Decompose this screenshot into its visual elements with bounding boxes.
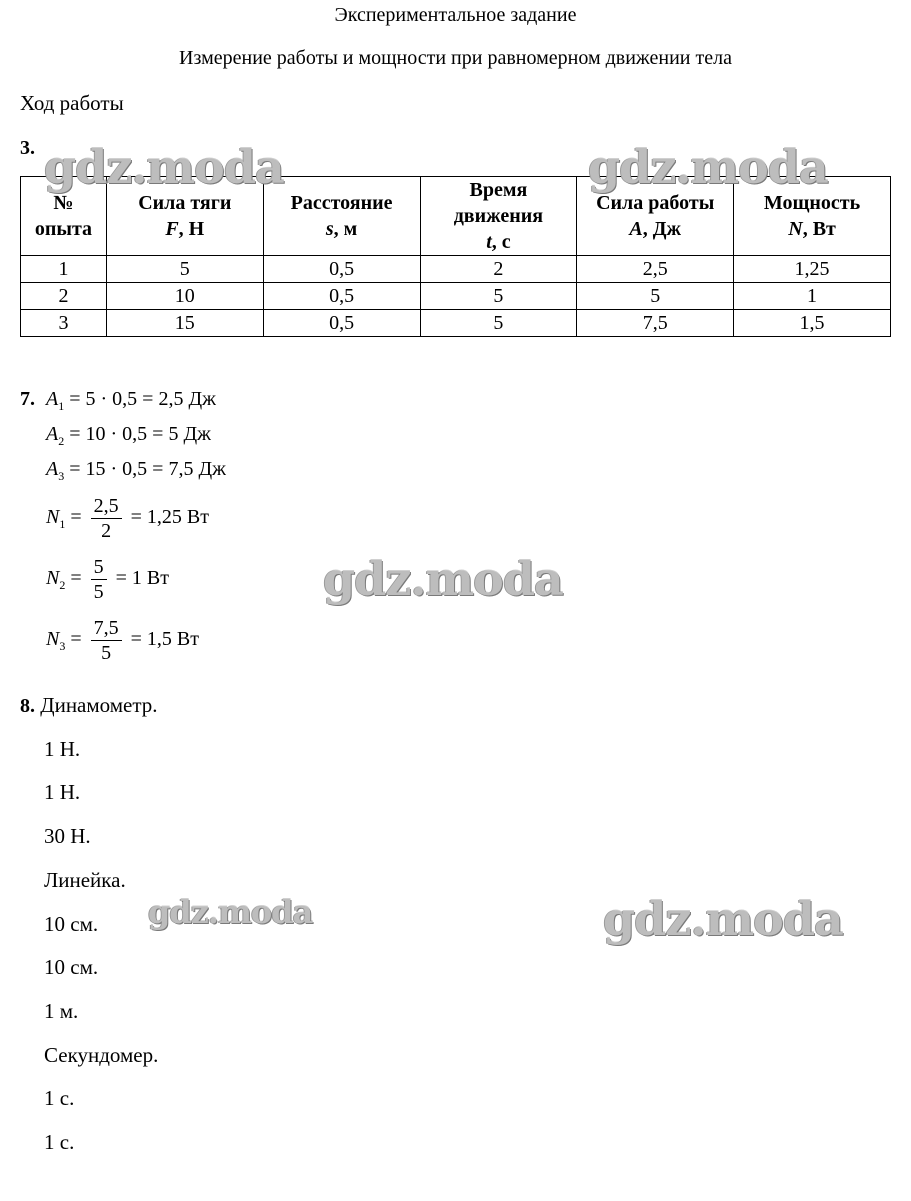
col-header-time xyxy=(420,177,577,256)
table-cell: 10 xyxy=(106,283,263,310)
question-8-first-line xyxy=(20,693,158,718)
table-cell: 5 xyxy=(577,283,734,310)
formula-result: = 1,5 Вт xyxy=(130,628,199,651)
fraction-numerator: 7,5 xyxy=(91,616,122,641)
table-cell: 2 xyxy=(21,283,107,310)
answer-line: 1 Н. xyxy=(44,737,81,761)
col-header-unit: , с xyxy=(491,231,511,253)
col-header-text: Мощность xyxy=(763,192,861,214)
question-8-number: 8. xyxy=(20,695,35,717)
formula-var: N xyxy=(46,628,60,651)
table-cell: 1,5 xyxy=(734,310,891,337)
page-title: Экспериментальное задание xyxy=(334,4,577,26)
table-cell: 3 xyxy=(21,310,107,337)
formula-var: N xyxy=(46,567,60,590)
answer-line: 1 Н. xyxy=(44,780,81,804)
table-cell: 15 xyxy=(106,310,263,337)
answer-line: Линейка. xyxy=(44,868,126,892)
answer-line: 10 см. xyxy=(44,955,99,979)
answer-line: Секундомер. xyxy=(44,1043,159,1067)
table-cell: 5 xyxy=(420,310,577,337)
formula-sub: 1 xyxy=(58,399,65,413)
table-cell: 1,25 xyxy=(734,256,891,283)
formula-expr: = 5 · 0,5 = 2,5 Дж xyxy=(69,388,216,410)
answer-line: 1 с. xyxy=(44,1130,75,1154)
col-header-var: N xyxy=(788,218,803,240)
formula-eq: = xyxy=(70,567,82,590)
formula-var: A xyxy=(46,423,59,445)
formula-eq: = xyxy=(70,506,82,529)
fraction xyxy=(91,616,122,665)
work-formula-2 xyxy=(46,423,211,449)
col-header-unit: , м xyxy=(333,218,358,240)
col-header-text: Сила работы xyxy=(596,192,715,214)
col-header-var: F xyxy=(165,218,179,240)
fraction-denominator: 2 xyxy=(101,520,112,542)
watermark: gdz.moda xyxy=(603,892,843,946)
answer-line: 10 см. xyxy=(44,912,99,936)
col-header-unit: , Н xyxy=(178,218,205,240)
power-formula-1 xyxy=(46,494,209,543)
table-row xyxy=(21,256,891,283)
fraction-numerator: 5 xyxy=(91,555,107,580)
watermark: gdz.moda xyxy=(148,893,313,931)
table-row xyxy=(21,283,891,310)
fraction xyxy=(91,555,107,604)
table-cell: 7,5 xyxy=(577,310,734,337)
answer-line: 1 м. xyxy=(44,999,79,1023)
answer-line: Динамометр. xyxy=(40,693,158,717)
col-header-text: Время xyxy=(469,179,528,201)
table-cell: 0,5 xyxy=(263,310,420,337)
formula-sub: 2 xyxy=(59,578,66,593)
table-cell: 5 xyxy=(420,283,577,310)
col-header-text: Сила тяги xyxy=(138,192,232,214)
table-cell: 0,5 xyxy=(263,283,420,310)
col-header-text: Расстояние xyxy=(290,192,393,214)
table-cell: 2 xyxy=(420,256,577,283)
formula-eq: = xyxy=(70,628,82,651)
question-3-number: 3. xyxy=(20,137,35,159)
col-header-unit: , Вт xyxy=(802,218,836,240)
table-cell: 2,5 xyxy=(577,256,734,283)
formula-sub: 3 xyxy=(58,469,65,483)
col-header-var: t xyxy=(486,231,492,253)
col-header-distance xyxy=(263,177,420,256)
formula-result: = 1,25 Вт xyxy=(130,506,209,529)
results-table xyxy=(20,176,891,337)
formula-var: A xyxy=(46,458,59,480)
col-header-var: s xyxy=(325,218,334,240)
work-formula-1 xyxy=(46,388,216,414)
col-header-text: движения xyxy=(453,205,544,227)
formula-var: N xyxy=(46,506,60,529)
page-subtitle: Измерение работы и мощности при равномерном движении тела xyxy=(179,47,732,69)
formula-var: A xyxy=(46,388,59,410)
fraction-denominator: 5 xyxy=(101,642,112,664)
table-cell: 0,5 xyxy=(263,256,420,283)
watermark: gdz.moda xyxy=(588,140,828,194)
watermark: gdz.moda xyxy=(323,552,563,606)
formula-sub: 2 xyxy=(58,434,65,448)
formula-sub: 1 xyxy=(59,517,66,532)
answer-line: 30 Н. xyxy=(44,824,91,848)
power-formula-3 xyxy=(46,616,199,665)
formula-result: = 1 Вт xyxy=(115,567,169,590)
question-7-number: 7. xyxy=(20,388,35,410)
table-row xyxy=(21,310,891,337)
table-cell: 1 xyxy=(734,283,891,310)
fraction xyxy=(91,494,122,543)
formula-sub: 3 xyxy=(59,639,66,654)
col-header-text: опыта xyxy=(34,218,93,240)
fraction-denominator: 5 xyxy=(93,581,104,603)
formula-expr: = 15 · 0,5 = 7,5 Дж xyxy=(69,458,226,480)
power-formula-2 xyxy=(46,555,169,604)
watermark: gdz.moda xyxy=(44,140,284,194)
table-cell: 5 xyxy=(106,256,263,283)
section-heading: Ход работы xyxy=(20,91,124,115)
work-formula-3 xyxy=(46,458,226,484)
fraction-numerator: 2,5 xyxy=(91,494,122,519)
formula-expr: = 10 · 0,5 = 5 Дж xyxy=(69,423,211,445)
table-cell: 1 xyxy=(21,256,107,283)
col-header-var: A xyxy=(629,218,643,240)
answer-line: 1 с. xyxy=(44,1086,75,1110)
col-header-text: № xyxy=(53,192,74,214)
col-header-unit: , Дж xyxy=(642,218,682,240)
